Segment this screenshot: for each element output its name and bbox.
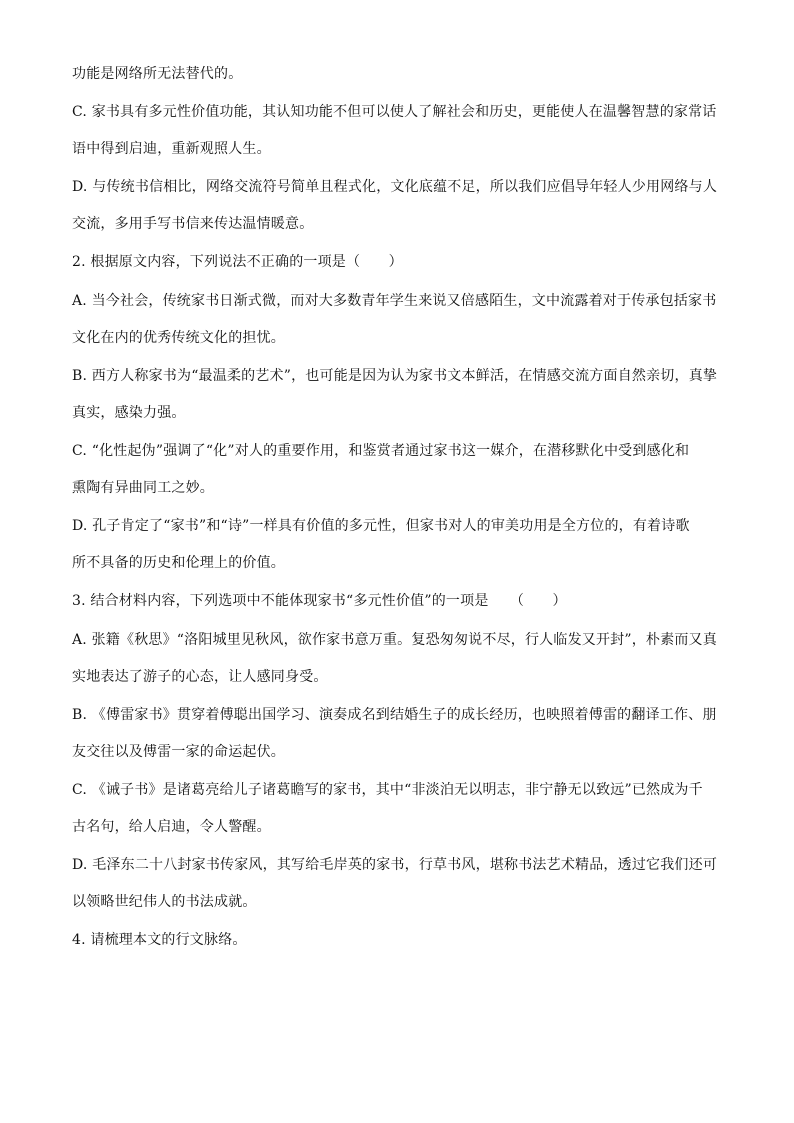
text-line: 熏陶有异曲同工之妙。	[72, 480, 214, 496]
option-a-q3	[72, 628, 722, 689]
text-line: D. 毛泽东二十八封家书传家风，其写给毛岸英的家书，行草书风，堪称书法艺术精品，透过它我们还可	[72, 857, 718, 873]
option-c-q2	[72, 439, 722, 500]
text-line: 交流，多用手写书信来传达温情暖意。	[72, 216, 314, 232]
option-c-q1	[72, 100, 722, 161]
text-line: B. 《傅雷家书》贯穿着傅聪出国学习、演奏成名到结婚生子的成长经历，也映照着傅雷的翻译工作、朋	[72, 707, 717, 723]
question-text: 3. 结合材料内容，下列选项中不能体现家书“多元性价值”的一项是 （ ）	[72, 593, 567, 609]
text-line: 以领略世纪伟人的书法成就。	[72, 894, 257, 910]
option-d-q1	[72, 175, 722, 236]
text-line: A. 张籍《秋思》“洛阳城里见秋风，欲作家书意万重。复恐匆匆说不尽，行人临发又开封”，朴素而又真	[72, 632, 717, 648]
question-text: 2. 根据原文内容，下列说法不正确的一项是（ ）	[72, 254, 403, 270]
text-line: C. 《诫子书》是诸葛亮给儿子诸葛瞻写的家书，其中“非淡泊无以明志，非宁静无以致远”已然成为千	[72, 782, 703, 798]
document-body	[72, 62, 722, 967]
text-line: 真实，感染力强。	[72, 405, 186, 421]
option-b-q2	[72, 364, 722, 425]
text-line: B. 西方人称家书为“最温柔的艺术”，也可能是因为认为家书文本鲜活，在情感交流方面自然亲切，真挚	[72, 368, 718, 384]
text-line: 语中得到启迪，重新观照人生。	[72, 141, 271, 157]
question-4	[72, 928, 722, 952]
text-line: D. 与传统书信相比，网络交流符号简单且程式化，文化底蕴不足，所以我们应倡导年轻人少用网络与人	[72, 179, 718, 195]
text-line: D. 孔子肯定了“家书”和“诗”一样具有价值的多元性，但家书对人的审美功用是全方位的，有着诗歌	[72, 518, 690, 534]
option-b-q3	[72, 703, 722, 764]
text-line: 友交往以及傅雷一家的命运起伏。	[72, 744, 285, 760]
text-line: 文化在内的优秀传统文化的担忧。	[72, 330, 285, 346]
text-line: C. 家书具有多元性价值功能，其认知功能不但可以使人了解社会和历史，更能使人在温馨智慧的家常话	[72, 104, 717, 120]
text-line: A. 当今社会，传统家书日渐式微，而对大多数青年学生来说又倍感陌生，文中流露着对于传承包括家书	[72, 293, 717, 309]
text-line: C. “化性起伪”强调了“化”对人的重要作用，和鉴赏者通过家书这一媒介，在潜移默化中受到感化和	[72, 443, 690, 459]
paragraph-b-continuation	[72, 62, 722, 86]
option-d-q2	[72, 514, 722, 575]
text-line: 功能是网络所无法替代的。	[72, 66, 243, 82]
option-c-q3	[72, 778, 722, 839]
text-line: 所不具备的历史和伦理上的价值。	[72, 555, 285, 571]
question-text: 4. 请梳理本文的行文脉络。	[72, 932, 247, 948]
text-line: 古名句，给人启迪，令人警醒。	[72, 819, 271, 835]
question-2	[72, 250, 722, 274]
text-line: 实地表达了游子的心态，让人感同身受。	[72, 669, 328, 685]
option-a-q2	[72, 289, 722, 350]
question-3	[72, 589, 722, 613]
option-d-q3	[72, 853, 722, 914]
